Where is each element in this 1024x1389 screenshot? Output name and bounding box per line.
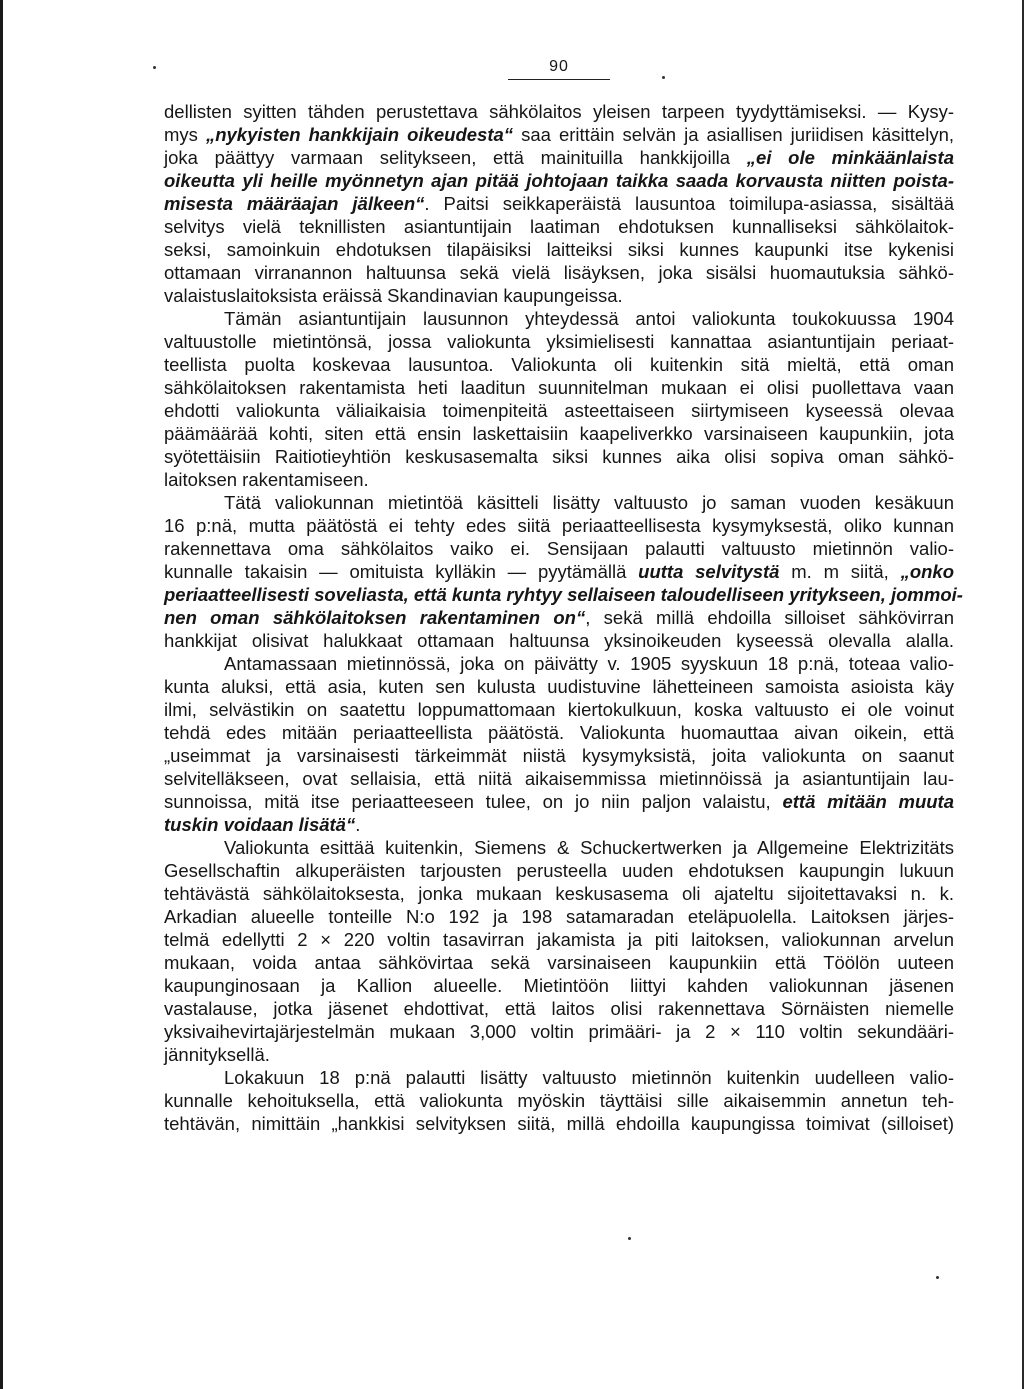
text-segment: vastalause, jotka jäsenet ehdottivat, että laitos olisi rakennettava Sörnäisten niemelle bbox=[164, 998, 954, 1019]
text-segment: 16 p:nä, mutta päätöstä ei tehty edes siitä periaatteellisesta kysymyksestä, oliko kunnan bbox=[164, 515, 954, 536]
text-line bbox=[164, 744, 954, 767]
text-line bbox=[164, 146, 954, 169]
text-segment: jännityksellä. bbox=[164, 1044, 270, 1065]
text-line bbox=[164, 192, 954, 215]
text-line bbox=[164, 445, 954, 468]
text-segment: m. m siitä, bbox=[779, 561, 901, 582]
text-line bbox=[164, 169, 954, 192]
text-line bbox=[164, 376, 954, 399]
text-line bbox=[164, 422, 954, 445]
text-line bbox=[164, 1020, 954, 1043]
text-line bbox=[164, 491, 954, 514]
emphasis-text: että mitään muuta bbox=[782, 791, 954, 812]
text-line bbox=[164, 514, 954, 537]
text-segment: ehdotti valiokunta väliaikaisia toimenpiteitä asteettaiseen siirtymiseen kyseessä olevaa bbox=[164, 400, 954, 421]
text-segment: dellisten syitten tähden perustettava sähkölaitos yleisen tarpeen tyydyttämiseksi. — Kysy- bbox=[164, 101, 954, 122]
text-segment: päämäärää kohti, siten että ensin laskettaisiin kaapeliverkko varsinaiseen kaupunkiin, jota bbox=[164, 423, 954, 444]
text-segment: Gesellschaftin alkuperäisten tarjousten perusteella uuden ehdotuksen kaupungin lukuun bbox=[164, 860, 954, 881]
text-segment: tehtävästä sähkölaitoksesta, jonka mukaan keskusasema oli ajateltu sijoitettavaksi n. k. bbox=[164, 883, 954, 904]
text-line bbox=[164, 583, 963, 606]
text-segment: ilmi, selvästikin on saatettu loppumattomaan kiertokulkuun, koska valtuusto ei ole voinut bbox=[164, 699, 954, 720]
scan-speck bbox=[628, 1237, 631, 1240]
body-text bbox=[164, 100, 963, 1135]
text-line bbox=[164, 100, 954, 123]
text-segment: kunta aluksi, että asia, kuten sen kulusta uudistuvine lähetteineen samoista asioista käy bbox=[164, 676, 954, 697]
text-segment: joka päättyy varmaan selitykseen, että mainituilla hankkijoilla bbox=[164, 147, 747, 168]
text-line bbox=[164, 560, 954, 583]
text-line bbox=[164, 261, 954, 284]
text-segment: mys bbox=[164, 124, 206, 145]
text-line bbox=[164, 238, 954, 261]
text-segment: , sekä millä ehdoilla silloiset sähkövirran bbox=[585, 607, 954, 628]
text-line bbox=[164, 1089, 954, 1112]
emphasis-text: misesta määräajan jälkeen“ bbox=[164, 193, 425, 214]
text-segment: tehtävän, nimittäin „hankkisi selvityksen siitä, millä ehdoilla kaupungissa toimivat (silloiset) bbox=[164, 1113, 954, 1134]
emphasis-text: nen oman sähkölaitoksen rakentaminen on“ bbox=[164, 607, 586, 628]
text-segment: valaistuslaitoksista eräissä Skandinavian kaupungeissa. bbox=[164, 285, 623, 306]
text-line bbox=[164, 698, 954, 721]
text-line bbox=[164, 675, 954, 698]
text-segment: sunnoissa, mitä itse periaatteeseen tulee, on jo niin paljon valaistu, bbox=[164, 791, 783, 812]
scan-speck bbox=[153, 66, 156, 69]
text-line bbox=[164, 629, 954, 652]
text-line bbox=[164, 1112, 954, 1135]
text-segment: mukaan, voida antaa sähkövirtaa sekä varsinaiseen kaupunkiin että Töölön uuteen bbox=[164, 952, 954, 973]
text-segment: selvitys vielä teknillisten asiantuntijain laatiman ehdotuksen kunnalliseksi sähkölaitok- bbox=[164, 216, 954, 237]
emphasis-text: „nykyisten hankkijain oikeudesta“ bbox=[205, 124, 514, 145]
text-line bbox=[164, 951, 954, 974]
text-segment: Arkadian alueelle tonteille N:o 192 ja 198 satamaradan eteläpuolella. Laitoksen järjes- bbox=[164, 906, 954, 927]
text-line bbox=[164, 307, 954, 330]
text-line bbox=[164, 928, 954, 951]
text-line bbox=[164, 353, 954, 376]
text-line bbox=[164, 123, 954, 146]
text-line bbox=[164, 905, 954, 928]
text-line bbox=[164, 721, 954, 744]
emphasis-text: „ei ole minkäänlaista bbox=[746, 147, 954, 168]
text-line bbox=[164, 399, 954, 422]
emphasis-text: „onko bbox=[900, 561, 955, 582]
text-segment: ottamaan virranannon haltuunsa sekä vielä lisäyksen, joka sisälsi huomautuksia sähkö- bbox=[164, 262, 954, 283]
text-line bbox=[164, 790, 954, 813]
emphasis-text: tuskin voidaan lisätä“ bbox=[164, 814, 356, 835]
text-segment: tehdä edes mitään periaatteellista päätöstä. Valiokunta huomauttaa aivan oikein, että bbox=[164, 722, 954, 743]
text-segment: saa erittäin selvän ja asiallisen juriidisen käsittelyn, bbox=[513, 124, 954, 145]
text-segment: rakennettava oma sähkölaitos vaiko ei. Sensijaan palautti valtuusto mietinnön valio- bbox=[164, 538, 954, 559]
emphasis-text: periaatteellisesti soveliasta, että kunta ryhtyy sellaiseen taloudelliseen yritykseen, jommoi- bbox=[164, 584, 963, 605]
text-line bbox=[164, 974, 954, 997]
text-segment: Lokakuun 18 p:nä palautti lisätty valtuusto mietinnön kuitenkin uudelleen valio- bbox=[224, 1067, 954, 1088]
text-segment: Valiokunta esittää kuitenkin, Siemens & Schuckertwerken ja Allgemeine Elektrizitäts bbox=[224, 837, 954, 858]
text-segment: laitoksen rakentamiseen. bbox=[164, 469, 369, 490]
text-segment: „useimmat ja varsinaisesti tärkeimmät niistä kysymyksistä, joita valiokunta on saanut bbox=[164, 745, 954, 766]
text-line bbox=[164, 767, 954, 790]
text-line bbox=[164, 859, 954, 882]
text-line bbox=[164, 813, 954, 836]
text-segment: . bbox=[355, 814, 361, 835]
scan-edge-left bbox=[0, 0, 3, 1389]
text-segment: teellista puolta koskevaa lausuntoa. Valiokunta oli kuitenkin sitä mieltä, että oman bbox=[164, 354, 954, 375]
text-line bbox=[164, 652, 954, 675]
scan-speck bbox=[662, 76, 665, 79]
text-segment: seksi, samoinkuin ehdotuksen tilapäisiksi laitteiksi siksi kunnes kaupunki itse kykenisi bbox=[164, 239, 954, 260]
text-line bbox=[164, 330, 954, 353]
text-line bbox=[164, 606, 954, 629]
text-segment: hankkijat olisivat halukkaat ottamaan haltuunsa yksinoikeuden kyseessä olevalla alalla. bbox=[164, 630, 954, 651]
text-segment: . Paitsi seikkaperäistä lausuntoa toimilupa-asiassa, sisältää bbox=[424, 193, 954, 214]
text-line bbox=[164, 284, 954, 307]
page-number: 90 bbox=[508, 58, 610, 80]
text-line bbox=[164, 215, 954, 238]
text-segment: Tämän asiantuntijain lausunnon yhteydessä antoi valiokunta toukokuussa 1904 bbox=[224, 308, 954, 329]
text-segment: yksivaihevirtajärjestelmän mukaan 3,000 voltin primääri- ja 2 × 110 voltin sekundääri- bbox=[164, 1021, 954, 1042]
text-line bbox=[164, 882, 954, 905]
text-line bbox=[164, 1043, 954, 1066]
text-segment: kunnalle takaisin — omituista kylläkin — pyytämällä bbox=[164, 561, 639, 582]
text-segment: Antamassaan mietinnössä, joka on päivätty v. 1905 syyskuun 18 p:nä, toteaa valio- bbox=[224, 653, 954, 674]
text-segment: kunnalle kehoituksella, että valiokunta myöskin täyttäisi sille aikaisemmin annetun teh- bbox=[164, 1090, 954, 1111]
text-segment: valtuustolle mietintönsä, jossa valiokunta yksimielisesti kannattaa asiantuntijain periaat- bbox=[164, 331, 954, 352]
scan-speck bbox=[936, 1276, 939, 1279]
text-segment: telmä edellytti 2 × 220 voltin tasavirran jakamista ja piti laitoksen, valiokunnan arvelun bbox=[164, 929, 954, 950]
emphasis-text: oikeutta yli heille myönnetyn ajan pitää johtojaan taikka saada korvausta niitten poista- bbox=[164, 170, 954, 191]
text-line bbox=[164, 537, 954, 560]
text-segment: syötettäisiin Raitiotieyhtiön keskusasemalta siksi kunnes aika olisi sopiva oman sähkö- bbox=[164, 446, 954, 467]
text-segment: kaupunginosaan ja Kallion alueelle. Mietintöön liittyi kahden valiokunnan jäsenen bbox=[164, 975, 954, 996]
text-segment: selvitelläkseen, ovat sellaisia, että niitä aikaisemmissa mietinnöissä ja asiantuntijain lau- bbox=[164, 768, 954, 789]
text-line bbox=[164, 997, 954, 1020]
text-line bbox=[164, 468, 954, 491]
text-line bbox=[164, 1066, 954, 1089]
text-segment: Tätä valiokunnan mietintöä käsitteli lisätty valtuusto jo saman vuoden kesäkuun bbox=[224, 492, 954, 513]
text-line bbox=[164, 836, 954, 859]
emphasis-text: uutta selvitystä bbox=[638, 561, 780, 582]
text-segment: sähkölaitoksen rakentamista heti laaditun suunnitelman mukaan ei olisi puollettava vaan bbox=[164, 377, 954, 398]
